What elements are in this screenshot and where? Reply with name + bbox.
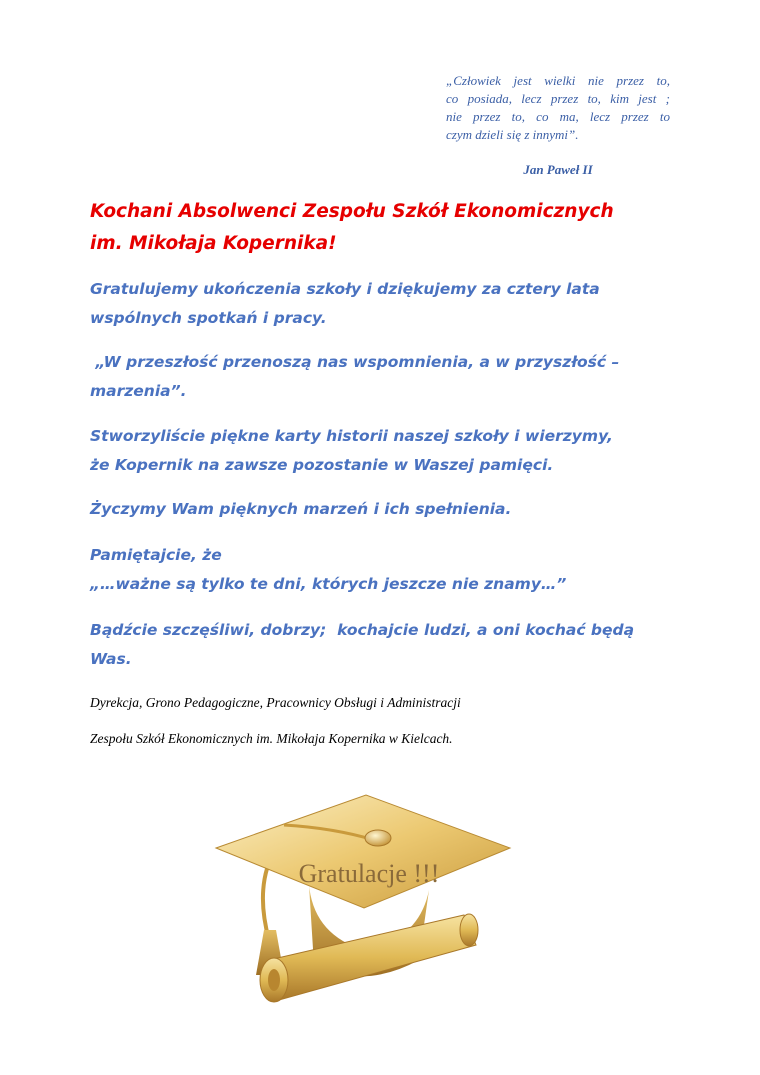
- diploma-scroll: [269, 915, 476, 1000]
- graduation-cap-illustration: [214, 790, 514, 1040]
- paragraph-line: Życzymy Wam pięknych marzeń i ich spełnienia.: [90, 500, 512, 518]
- scroll-hole: [268, 969, 280, 991]
- paragraph-line: „…ważne są tylko te dni, których jeszcze nie znamy…”: [90, 575, 567, 593]
- heading-line-2: im. Mikołaja Kopernika!: [90, 233, 337, 254]
- signature-line-1: Dyrekcja, Grono Pedagogiczne, Pracownicy Obsługi i Administracji: [90, 695, 461, 710]
- page-heading: [90, 196, 710, 260]
- motto-author: Jan Paweł II: [523, 162, 593, 177]
- cap-button: [365, 830, 391, 846]
- paragraph-be-happy: [90, 616, 650, 674]
- paragraph-congratulations: [90, 275, 650, 333]
- paragraph-line: Was.: [90, 650, 132, 668]
- paragraph-history: [90, 422, 650, 480]
- motto-line-4: czym dzieli się z innymi”.: [446, 127, 579, 142]
- paragraph-wishes: [90, 495, 650, 524]
- paragraph-line: wspólnych spotkań i pracy.: [90, 309, 327, 327]
- scroll-end: [460, 914, 478, 946]
- mortarboard: [216, 795, 510, 908]
- paragraph-line: że Kopernik na zawsze pozostanie w Waszej pamięci.: [90, 456, 554, 474]
- paragraph-memories-quote: [90, 348, 650, 406]
- paragraph-line: Stworzyliście piękne karty historii naszej szkoły i wierzymy,: [90, 427, 613, 445]
- motto-line-3: nie przez to, co ma, lecz przez to: [446, 109, 670, 124]
- paragraph-line: „W przeszłość przenoszą nas wspomnienia, a w przyszłość –: [90, 353, 620, 371]
- paragraph-line: marzenia”.: [90, 382, 187, 400]
- paragraph-line: Pamiętajcie, że: [90, 546, 222, 564]
- motto-quote: [446, 72, 670, 144]
- motto-line-2: co posiada, lecz przez to, kim jest ;: [446, 91, 670, 106]
- heading-line-1: Kochani Absolwenci Zespołu Szkół Ekonomicznych: [90, 201, 614, 222]
- illustration-label: Gratulacje !!!: [298, 859, 440, 888]
- paragraph-remember: [90, 541, 650, 599]
- paragraph-line: Bądźcie szczęśliwi, dobrzy; kochajcie ludzi, a oni kochać będą: [90, 621, 635, 639]
- paragraph-line: Gratulujemy ukończenia szkoły i dziękujemy za cztery lata: [90, 280, 600, 298]
- motto-line-1: „Człowiek jest wielki nie przez to,: [446, 73, 670, 88]
- signature-line-2: Zespołu Szkół Ekonomicznych im. Mikołaja Kopernika w Kielcach.: [90, 731, 453, 746]
